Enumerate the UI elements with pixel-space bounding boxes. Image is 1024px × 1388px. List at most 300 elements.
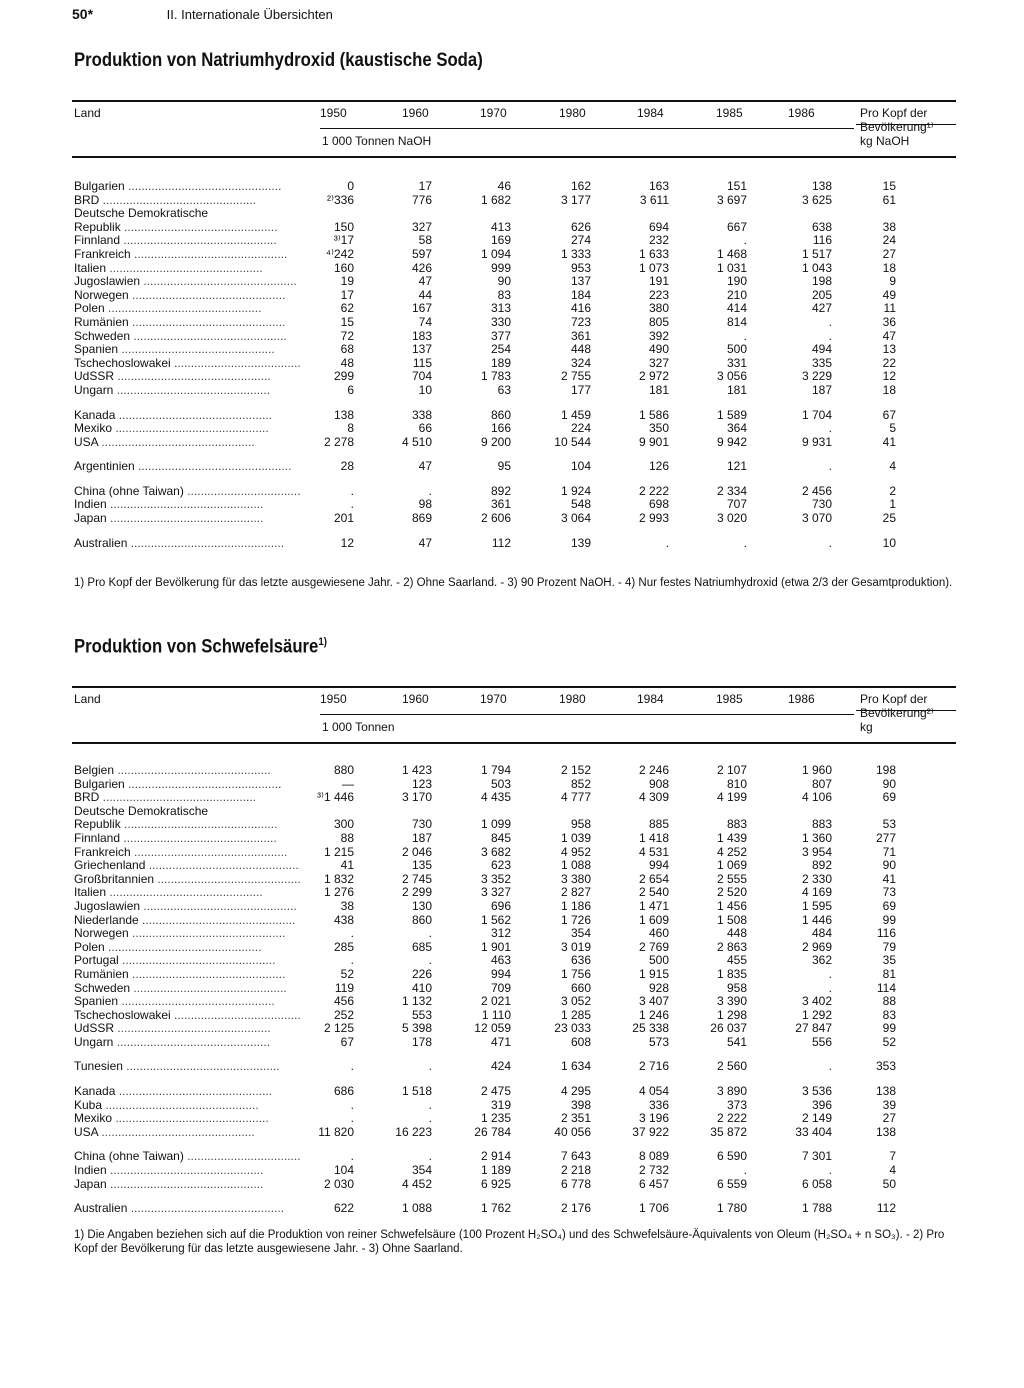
table-row (72, 1178, 956, 1192)
table-cell: 396 (811, 1097, 832, 1112)
col-year: 1986 (788, 106, 815, 120)
table-cell: 12 (340, 535, 354, 550)
table-cell: 1 088 (401, 1201, 432, 1216)
table-cell: 191 (648, 274, 669, 289)
row-label: Portugal ..... (74, 954, 300, 968)
table1 (72, 100, 956, 550)
table-cell: 119 (334, 980, 354, 995)
table-cell: 2 222 (638, 483, 669, 498)
table-cell: 2 246 (638, 763, 669, 777)
row-label: Tunesien ..... (74, 1060, 300, 1074)
row-label: Finnland ..... (74, 832, 300, 846)
row-label: Großbritannien ..... (74, 873, 300, 887)
table2-header (72, 686, 956, 744)
per-capita-line: Pro Kopf der (860, 106, 928, 120)
table-cell: 12 059 (474, 1021, 511, 1036)
table-cell: 299 (333, 369, 354, 384)
table-cell: 27 847 (795, 1021, 832, 1036)
table-cell: 380 (648, 301, 669, 316)
table-cell: 63 (497, 382, 511, 397)
table-cell: 3 890 (716, 1084, 747, 1099)
table-cell: . (428, 953, 432, 968)
table-cell: 885 (648, 817, 669, 832)
table-cell: 1 960 (801, 763, 832, 777)
table-cell: 52 (882, 1034, 896, 1049)
table1-header (72, 100, 956, 158)
table-row (72, 1060, 956, 1074)
table-cell: 2 107 (716, 763, 747, 777)
row-label: Belgien ..... (74, 764, 300, 778)
per-capita-line: Bevölkerung²⁾ (860, 706, 934, 720)
table-cell: 1 418 (638, 830, 669, 845)
table-cell: 1 633 (638, 246, 669, 261)
table-cell: . (428, 1097, 432, 1112)
table-cell: 362 (811, 953, 832, 968)
table-cell: 1 595 (801, 898, 832, 913)
row-label: Bulgarien ..... (74, 778, 300, 792)
unit-label: 1 000 Tonnen NaOH (322, 134, 432, 148)
table-cell: 46 (497, 179, 511, 193)
table-cell: 53 (882, 817, 896, 832)
table-cell: 3 056 (716, 369, 747, 384)
table-cell: 622 (333, 1201, 354, 1216)
table-cell: 223 (648, 287, 669, 302)
table-cell: 1 518 (401, 1084, 432, 1099)
table-cell: 3 402 (801, 994, 832, 1009)
table-cell: 3 407 (638, 994, 669, 1009)
per-capita-line: Pro Kopf der (860, 692, 928, 706)
table-cell: 2 654 (638, 871, 669, 886)
table-cell: 1 069 (716, 858, 747, 873)
table-cell: 1 298 (716, 1007, 747, 1022)
table-row (72, 900, 956, 914)
table-cell: 114 (876, 980, 896, 995)
table-cell: 99 (882, 1021, 896, 1036)
col-year: 1984 (637, 106, 664, 120)
table-cell: 187 (811, 382, 832, 397)
table-cell: 3 229 (801, 369, 832, 384)
table-row (72, 791, 956, 805)
table-cell: . (828, 459, 832, 474)
table-cell: 167 (411, 301, 432, 316)
row-label: Niederlande ..... (74, 914, 300, 928)
table-cell: 38 (340, 898, 354, 913)
table-cell: 3 682 (480, 844, 511, 859)
table-row (72, 384, 956, 398)
table-cell: 4 (889, 459, 896, 474)
table-cell: 2 021 (480, 994, 511, 1009)
table-cell: 4 295 (560, 1084, 591, 1099)
table-cell: 1 094 (480, 246, 511, 261)
table-cell: 1 043 (801, 260, 832, 275)
table-cell: 181 (726, 382, 747, 397)
table-cell: 7 301 (801, 1149, 832, 1164)
table-cell: 1 682 (480, 192, 511, 207)
table-cell: 313 (490, 301, 511, 316)
table-cell: 95 (497, 459, 511, 474)
table-cell: 36 (882, 314, 896, 329)
col-land: Land (74, 106, 101, 120)
table-cell: 1 (889, 497, 896, 512)
table-cell: 6 590 (716, 1149, 747, 1164)
table-cell: 361 (570, 328, 591, 343)
table-cell: 696 (490, 898, 511, 913)
table-cell: . (828, 314, 832, 329)
table-cell: 1 508 (716, 912, 747, 927)
table-cell: 41 (882, 871, 896, 886)
row-label: Indien ..... (74, 498, 300, 512)
table-cell: 4 777 (560, 790, 591, 805)
col-land: Land (74, 692, 101, 706)
table-cell: 413 (490, 219, 511, 234)
table-row (72, 370, 956, 384)
table-cell: 18 (882, 260, 896, 275)
table-cell: 814 (726, 314, 747, 329)
table-cell: 48 (340, 355, 354, 370)
table-cell: 3 327 (480, 885, 511, 900)
table-cell: 2 218 (560, 1163, 591, 1178)
table-cell: 11 820 (318, 1124, 354, 1139)
table-cell: . (743, 535, 747, 550)
table-cell: 137 (570, 274, 591, 289)
row-label: Bulgarien ..... (74, 180, 300, 194)
table-cell: 187 (411, 830, 432, 845)
table-cell: 410 (411, 980, 432, 995)
table-cell: 47 (418, 535, 432, 550)
table-cell: 73 (882, 885, 896, 900)
row-label: Polen ..... (74, 302, 300, 316)
table-cell: 178 (411, 1034, 432, 1049)
table-cell: 2 745 (401, 871, 432, 886)
table-cell: 1 756 (560, 966, 591, 981)
table-cell: 1 110 (481, 1007, 511, 1022)
table-cell: 880 (333, 763, 354, 777)
table-cell: 2 222 (716, 1111, 747, 1126)
table-cell: 1 423 (401, 763, 432, 777)
table-cell: 3 390 (716, 994, 747, 1009)
table-cell: 79 (882, 939, 896, 954)
table-cell: 160 (333, 260, 354, 275)
table-cell: 330 (490, 314, 511, 329)
table-cell: 2 046 (401, 844, 432, 859)
table-cell: 4 510 (401, 434, 432, 449)
table-cell: 138 (333, 407, 354, 422)
row-label: Argentinien ..... (74, 460, 300, 474)
table-cell: 177 (570, 382, 591, 397)
table-cell: 5 398 (401, 1021, 432, 1036)
table-cell: 494 (811, 342, 832, 357)
row-label: UdSSR ..... (74, 370, 300, 384)
table-cell: 198 (811, 274, 832, 289)
table-cell: 184 (570, 287, 591, 302)
table-cell: 1 459 (560, 407, 591, 422)
row-label: Schweden ..... (74, 330, 300, 344)
table-cell: 392 (648, 328, 669, 343)
row-label: Italien ..... (74, 262, 300, 276)
table-cell: 26 037 (710, 1021, 747, 1036)
table-cell: 1 780 (716, 1201, 747, 1216)
table-cell: 1 031 (716, 260, 747, 275)
table-cell: 69 (882, 790, 896, 805)
table-cell: 994 (648, 858, 669, 873)
table-cell: 10 (418, 382, 432, 397)
table-cell: 27 (882, 246, 896, 261)
table-cell: 1 333 (560, 246, 591, 261)
table-cell: 704 (411, 369, 432, 384)
table-cell: 183 (411, 328, 432, 343)
row-label: Deutsche Demokratische (74, 207, 209, 221)
table-cell: . (828, 1163, 832, 1178)
table-cell: . (428, 926, 432, 941)
table-cell: 274 (570, 233, 591, 248)
table-cell: 805 (648, 314, 669, 329)
table-cell: 9 200 (480, 434, 511, 449)
table-cell: 44 (418, 287, 432, 302)
table-cell: 335 (811, 355, 832, 370)
table-cell: 892 (490, 483, 511, 498)
table-cell: 35 872 (710, 1124, 747, 1139)
table-cell: 312 (490, 926, 511, 941)
table-cell: 38 (882, 219, 896, 234)
table-cell: 4 531 (638, 844, 669, 859)
table-cell: — (342, 776, 354, 791)
table-cell: 67 (340, 1034, 354, 1049)
table-cell: 150 (333, 219, 354, 234)
table-cell: 1 186 (560, 898, 591, 913)
table-cell: 448 (726, 926, 747, 941)
table-row (72, 485, 956, 499)
table-cell: 597 (411, 246, 432, 261)
table-cell: 8 089 (638, 1149, 669, 1164)
col-year: 1970 (480, 692, 507, 706)
table-row (72, 234, 956, 248)
table-row (72, 537, 956, 551)
table-cell: 723 (570, 314, 591, 329)
table-cell: 7 643 (560, 1149, 591, 1164)
row-label: Frankreich ..... (74, 846, 300, 860)
table-cell: 608 (570, 1034, 591, 1049)
row-label: Frankreich ..... (74, 248, 300, 262)
table-cell: 883 (811, 817, 832, 832)
table-cell: 1 088 (560, 858, 591, 873)
row-label: Kanada ..... (74, 1085, 300, 1099)
table-cell: . (743, 328, 747, 343)
per-capita-line: Bevölkerung¹⁾ (860, 120, 934, 134)
table-cell: 2 334 (716, 483, 747, 498)
table-cell: 2 278 (323, 434, 354, 449)
table-cell: 1 788 (801, 1201, 832, 1216)
table-cell: 90 (497, 274, 511, 289)
table-cell: 126 (648, 459, 669, 474)
table-cell: 707 (726, 497, 747, 512)
table-cell: 83 (882, 1007, 896, 1022)
row-label: USA ..... (74, 1126, 300, 1140)
row-label: Kanada ..... (74, 409, 300, 423)
table-row (72, 1009, 956, 1023)
table-row (72, 262, 956, 276)
table-cell: 88 (340, 830, 354, 845)
row-label: Mexiko ..... (74, 1112, 300, 1126)
table-cell: 1 586 (638, 407, 669, 422)
table-cell: 810 (726, 776, 747, 791)
table-row (72, 995, 956, 1009)
table-cell: 2 (889, 483, 896, 498)
row-label: Japan ..... (74, 512, 300, 526)
table-cell: 1 439 (716, 830, 747, 845)
row-label: Tschechoslowakei ..... (74, 357, 300, 371)
table-cell: 181 (648, 382, 669, 397)
table-cell: 1 783 (480, 369, 511, 384)
table-cell: 484 (811, 926, 832, 941)
table-cell: 448 (570, 342, 591, 357)
table-cell: 28 (340, 459, 354, 474)
table-cell: 3 177 (560, 192, 591, 207)
table-cell: 47 (418, 274, 432, 289)
table-cell: 338 (411, 407, 432, 422)
table-cell: 2 030 (323, 1176, 354, 1191)
table-cell: 1 915 (638, 966, 669, 981)
table-cell: 730 (411, 817, 432, 832)
table-cell: 2 149 (801, 1111, 832, 1126)
table-row (72, 512, 956, 526)
table-cell: 232 (648, 233, 669, 248)
row-label: Italien ..... (74, 886, 300, 900)
table-cell: 994 (490, 966, 511, 981)
col-year: 1950 (320, 106, 347, 120)
table-cell: 22 (882, 355, 896, 370)
row-label: BRD ..... (74, 791, 300, 805)
row-label: BRD ..... (74, 194, 300, 208)
table-cell: 324 (570, 355, 591, 370)
table-cell: 137 (411, 342, 432, 357)
page-header (72, 6, 333, 22)
table-row (72, 859, 956, 873)
table-cell: 694 (648, 219, 669, 234)
table-cell: 27 (882, 1111, 896, 1126)
table-cell: 1 189 (480, 1163, 511, 1178)
table-cell: 455 (726, 953, 747, 968)
table-cell: 2 560 (716, 1059, 747, 1074)
table-cell: 285 (333, 939, 354, 954)
table-cell: 2 330 (801, 871, 832, 886)
table-cell: 548 (570, 497, 591, 512)
table-row (72, 1126, 956, 1140)
table-cell: 88 (882, 994, 896, 1009)
table-cell: 807 (811, 776, 832, 791)
row-label: Norwegen ..... (74, 289, 300, 303)
row-label: Norwegen ..... (74, 927, 300, 941)
table-cell: 3 052 (560, 994, 591, 1009)
table-cell: 958 (570, 817, 591, 832)
table-cell: 135 (411, 858, 432, 873)
table-cell: 2 125 (323, 1021, 354, 1036)
table-row (72, 409, 956, 423)
table-cell: 2 863 (716, 939, 747, 954)
table-cell: 427 (811, 301, 832, 316)
table-row (72, 1112, 956, 1126)
table-cell: 23 033 (554, 1021, 591, 1036)
table-cell: 456 (333, 994, 354, 1009)
table-cell: 6 559 (716, 1176, 747, 1191)
table-cell: 1 706 (638, 1201, 669, 1216)
table-row (72, 886, 956, 900)
table-cell: ³⁾1 446 (317, 790, 354, 805)
table-cell: 2 769 (638, 939, 669, 954)
table-cell: 58 (418, 233, 432, 248)
table-cell: 353 (875, 1059, 896, 1074)
table-cell: 1 468 (716, 246, 747, 261)
table-cell: 6 457 (638, 1176, 669, 1191)
table-cell: 1 562 (480, 912, 511, 927)
table-cell: 4 106 (801, 790, 832, 805)
col-year: 1980 (559, 692, 586, 706)
table-cell: 115 (412, 355, 432, 370)
table-cell: 2 540 (638, 885, 669, 900)
table-cell: . (743, 233, 747, 248)
header-rule (320, 714, 854, 715)
table-cell: 860 (411, 912, 432, 927)
table-cell: 151 (726, 179, 747, 193)
table-cell: 49 (882, 287, 896, 302)
table-cell: 869 (411, 511, 432, 526)
table-cell: . (828, 421, 832, 436)
row-label: Indien ..... (74, 1164, 300, 1178)
table-cell: 354 (570, 926, 591, 941)
table-cell: 1 446 (801, 912, 832, 927)
table-cell: 6 058 (801, 1176, 832, 1191)
table2-footnote: 1) Die Angaben beziehen sich auf die Produktion von reiner Schwefelsäure (100 Prozent H₂SO₄) und des Schwefelsäure-Äquivalents von Oleum (H₂SO₄ + n SO₃). - 2) Pro Kopf der Bevölkerung für das letzte ausgewiesene Jahr. - 3) Ohne Saarland. (74, 1229, 945, 1255)
table-cell: 1 039 (560, 830, 591, 845)
row-label: Ungarn ..... (74, 384, 300, 398)
table-cell: 5 (889, 421, 896, 436)
unit-label: 1 000 Tonnen (322, 720, 395, 734)
table-cell: 17 (340, 287, 354, 302)
table-cell: 3 170 (401, 790, 432, 805)
table-row (72, 330, 956, 344)
table-row (72, 778, 956, 792)
table-cell: 2 176 (560, 1201, 591, 1216)
table-cell: . (428, 1059, 432, 1074)
table-row (72, 316, 956, 330)
table-cell: 7 (889, 1149, 896, 1164)
table-cell: 686 (333, 1084, 354, 1099)
table-cell: 50 (882, 1176, 896, 1191)
row-label: Deutsche Demokratische (74, 804, 209, 818)
table-cell: 776 (411, 192, 432, 207)
table-cell: . (350, 497, 354, 512)
table-cell: 1 235 (480, 1111, 511, 1126)
table-cell: 6 778 (560, 1176, 591, 1191)
table-cell: 1 471 (638, 898, 669, 913)
table-cell: 908 (648, 776, 669, 791)
table-cell: 10 544 (554, 434, 591, 449)
table-cell: 35 (882, 953, 896, 968)
table-cell: 2 152 (560, 763, 591, 777)
table-cell: 11 (883, 301, 896, 316)
table-cell: 1 246 (638, 1007, 669, 1022)
table-cell: 116 (876, 926, 896, 941)
row-label: Polen ..... (74, 941, 300, 955)
table-cell: 336 (648, 1097, 669, 1112)
row-label: China (ohne Taiwan) ..... (74, 485, 300, 499)
table-cell: 361 (490, 497, 511, 512)
row-label: Griechenland ..... (74, 859, 300, 873)
table-cell: 13 (882, 342, 896, 357)
table-cell: 67 (882, 407, 896, 422)
row-label: Republik ..... (74, 818, 300, 832)
table-cell: 414 (726, 301, 747, 316)
table-cell: 636 (570, 953, 591, 968)
